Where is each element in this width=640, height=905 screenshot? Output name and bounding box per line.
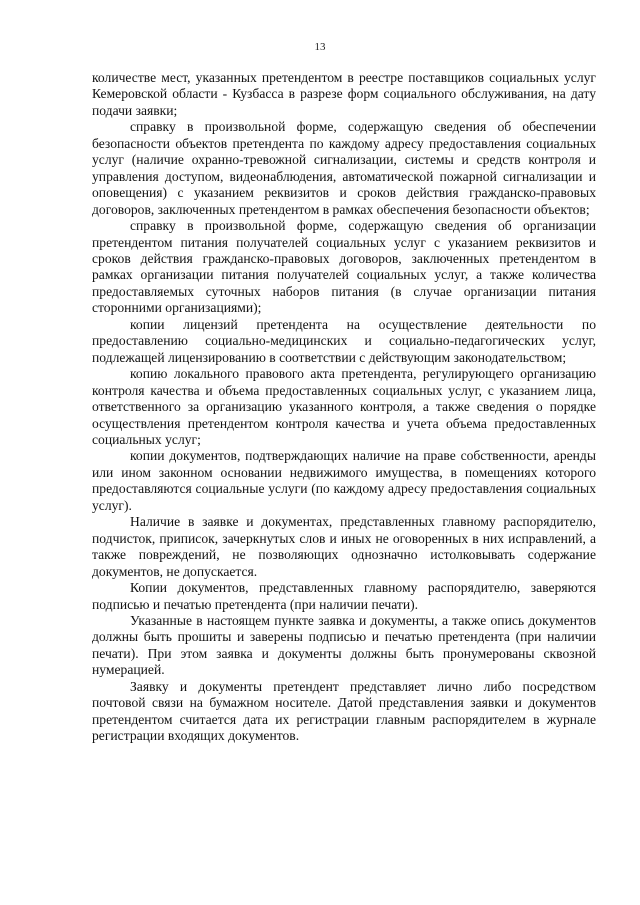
document-body [92, 70, 596, 745]
paragraph-property-documents: копии документов, подтверждающих наличие на праве собственности, аренды или ином законном основании недвижимого имущества, в помещениях которого предоставляются социальные услуги (по каждому адресу предоставления социальных услуг). [92, 448, 596, 513]
paragraph-license-copies: копии лицензий претендента на осуществление деятельности по предоставлению социально-медицинских и социально-педагогических услуг, подлежащей лицензированию в соответствии с действующим законодательством; [92, 316, 596, 365]
paragraph-quality-control-act: копию локального правового акта претендента, регулирующего организацию контроля качества и объема предоставленных социальных услуг, с указанием лица, ответственного за организацию указанного контроля, а также сведения о порядке осуществления претендентом контроля качества и учета объема предоставленных социальных услуг; [92, 366, 596, 447]
paragraph-certified-copies: Копии документов, представленных главному распорядителю, заверяются подписью и печатью претендента (при наличии печати). [92, 580, 596, 612]
paragraph-binding-numbering: Указанные в настоящем пункте заявка и документы, а также опись документов должны быть прошиты и заверены подписью и печатью претендента (при наличии печати). При этом заявка и документы должны быть пронумерованы сквозной нумерацией. [92, 612, 596, 678]
paragraph-submission: Заявку и документы претендент представляет лично либо посредством почтовой связи на бумажном носителе. Датой представления заявки и документов претендентом считается дата их регистрации главным распорядителем в журнале регистрации входящих документов. [92, 678, 596, 744]
page-number: 13 [314, 41, 326, 53]
paragraph-nutrition-certificate: справку в произвольной форме, содержащую сведения об организации претендентом питания получателей социальных услуг с указанием реквизитов и сроков действия гражданско-правовых договоров, заключенных претендентом в рамках организации питания получателей социальных услуг, а также количества предоставляемых суточных наборов питания (в случае организации питания сторонними организациями); [92, 218, 596, 316]
paragraph-no-corrections: Наличие в заявке и документах, представленных главному распорядителю, подчисток, приписок, зачеркнутых слов и иных не оговоренных в них исправлений, а также повреждений, не позволяющих однозначно истолковывать содержание документов, не допускается. [92, 514, 596, 579]
paragraph-continuation: количестве мест, указанных претендентом в реестре поставщиков социальных услуг Кемеровской области - Кузбасса в разрезе форм социального обслуживания, на дату подачи заявки; [92, 70, 596, 118]
paragraph-safety-certificate: справку в произвольной форме, содержащую сведения об обеспечении безопасности объектов претендента по каждому адресу предоставления социальных услуг (наличие охранно-тревожной сигнализации, системы и средств контроля и управления доступом, видеонаблюдения, автоматической пожарной сигнализации и оповещения) с указанием реквизитов и сроков действия гражданско-правовых договоров, заключенных претендентом в рамках обеспечения безопасности объектов; [92, 119, 596, 217]
